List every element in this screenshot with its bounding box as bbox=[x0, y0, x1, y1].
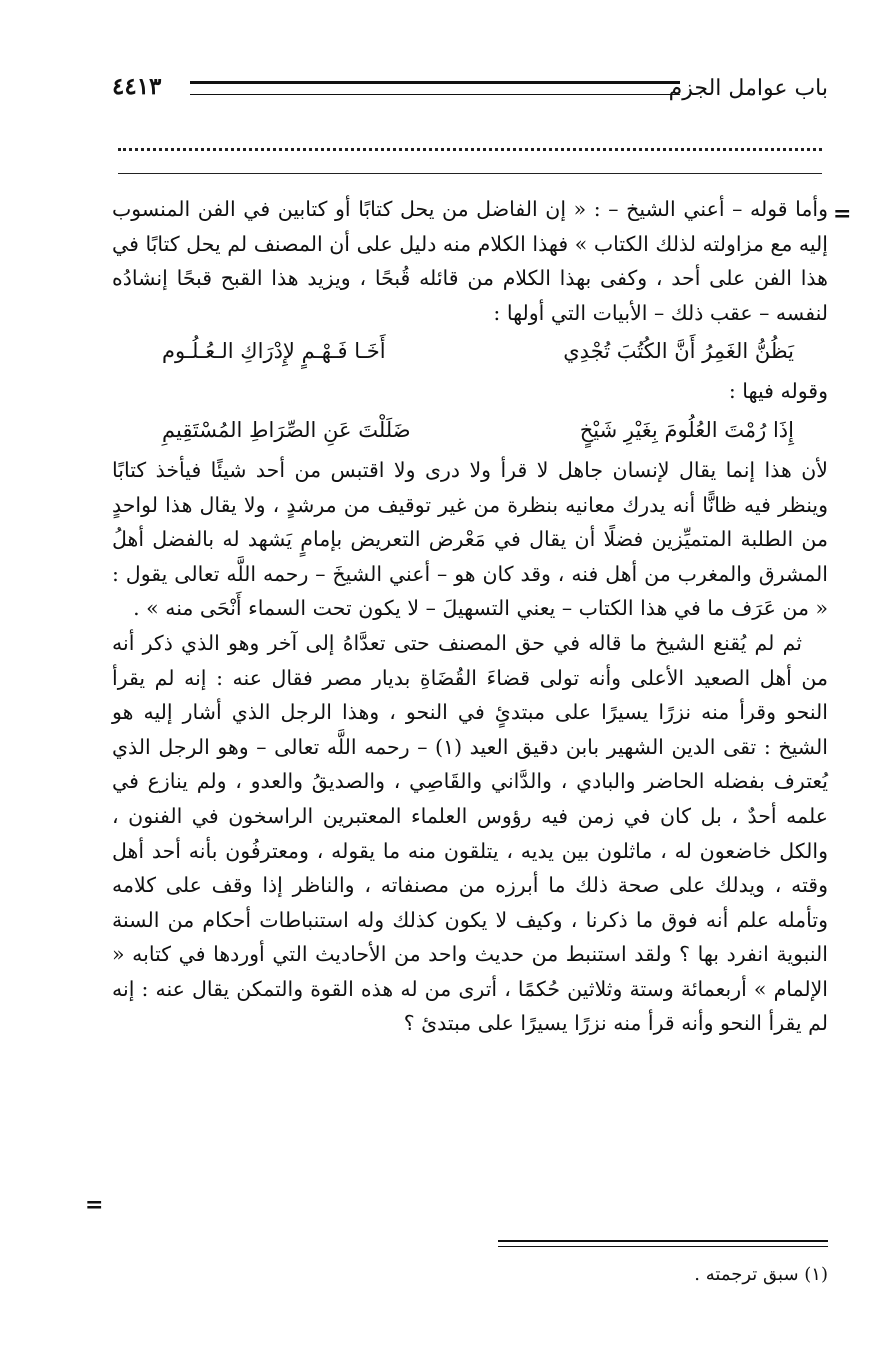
dotted-separator bbox=[118, 148, 822, 151]
verse-2-second-hemistich: ضَلَلْتَ عَنِ الصِّرَاطِ المُسْتَقِيمِ bbox=[162, 417, 411, 442]
verse-1-first-hemistich: يَظُنُّ الغَمِرُ أَنَّ الكُتُبَ تُجْدِي bbox=[563, 339, 794, 364]
verse-1 bbox=[112, 332, 828, 370]
header-rule bbox=[190, 81, 680, 95]
footnote-rule-thick bbox=[498, 1240, 828, 1242]
separator-rule bbox=[118, 173, 822, 174]
main-text bbox=[112, 192, 828, 1041]
verse-1-second-hemistich: أَخَـا فَـهْـمٍ لإِدْرَاكِ الـعُـلُـوم bbox=[162, 339, 386, 364]
continuation-mark-end: = bbox=[85, 1192, 104, 1218]
paragraph-2: وقوله فيها : bbox=[728, 379, 828, 404]
continuation-mark-start: = bbox=[833, 201, 852, 227]
verse-2-first-hemistich: إِذَا رُمْتَ العُلُومَ بِغَيْرِ شَيْخٍ bbox=[579, 417, 794, 442]
paragraph-3: لأن هذا إنما يقال لإنسان جاهل لا قرأ ولا درى ولا اقتبس من أحد شيئًا فيأخذ كتابًا وينظر فيه ظانًّا أنه يدرك معانيه بنظرة من غير توقيف من مرشدٍ ، ولا يقال هذا لواحدٍ من الطلبة المتميِّزين فضلًا أن يقال في مَعْرض التعريض بإمامٍ يَشهد له بالفضل أهلُ المشرق والمغرب من أهل فنه ، وقد كان هو – أعني الشيخَ – رحمه اللَّه تعالى يقول : « من عَرَف ما في هذا الكتاب – يعني التسهيلَ – لا يكون تحت السماء أَنْحَى منه » . bbox=[112, 457, 828, 621]
paragraph-4: ثم لم يُقنع الشيخ ما قاله في حق المصنف حتى تعدَّاهُ إلى آخر وهو الذي ذكر أنه من أهل الصعيد الأعلى وأنه تولى قضاءَ القُضَاةِ بديار مصر فقال عنه : إنه لم يقرأ النحو وقرأ منه نزرًا يسيرًا على مبتدئٍ في النحو ، وهذا الرجل الذي أشار إليه هو الشيخ : تقى الدين الشهير بابن دقيق العيد (١) – رحمه اللَّه تعالى – وهو الرجل الذي يُعترف بفضله الحاضر والبادي ، والدَّاني والقَاصِي ، والصديقُ والعدو ، ولم ينازع في علمه أحدٌ ، بل كان في زمن فيه رؤوس العلماء المعتبرين الراسخون في الفنون ، والكل خاضعون له ، ماثلون بين يديه ، يتلقون منه ما يقوله ، ومعترفُون بأنه أحد أهل وقته ، ويدلك على صحة ذلك ما أبرزه من مصنفاته ، والناظر إذا وقف على كلامه وتأمله علم أنه فوق ما ذكرنا ، وكيف لا يكون كذلك وله استنباطات أحكام من السنة النبوية انفرد بها ؟ ولقد استنبط من حديث واحد من الأحاديث التي أوردها في كتابه « الإلمام » أربعمائة وستة وثلاثين حُكمًا ، أترى من له هذه القوة والتمكن يقال عنه : إنه لم يقرأ النحو وأنه قرأ منه نزرًا يسيرًا على مبتدئ ؟ bbox=[112, 630, 828, 1036]
chapter-title: باب عوامل الجزم bbox=[668, 76, 828, 101]
footnote-rule-thin bbox=[498, 1246, 828, 1247]
verse-2 bbox=[112, 411, 828, 449]
page-number: ٤٤١٣ bbox=[112, 73, 162, 100]
page-header bbox=[112, 70, 828, 110]
footnote: (١) سبق ترجمته . bbox=[694, 1264, 828, 1285]
paragraph-1: وأما قوله – أعني الشيخ – : « إن الفاضل من يحل كتابًا أو كتابين في الفن المنسوب إليه مع مزاولته لذلك الكتاب » فهذا الكلام منه دليل على أن المصنف لم يحل كتابًا في هذا الفن على أحد ، وكفى بهذا الكلام من قائله قُبحًا ، ويزيد هذا القبح قبحًا إنشادُه لنفسه – عقب ذلك – الأبيات التي أولها : bbox=[112, 197, 828, 325]
